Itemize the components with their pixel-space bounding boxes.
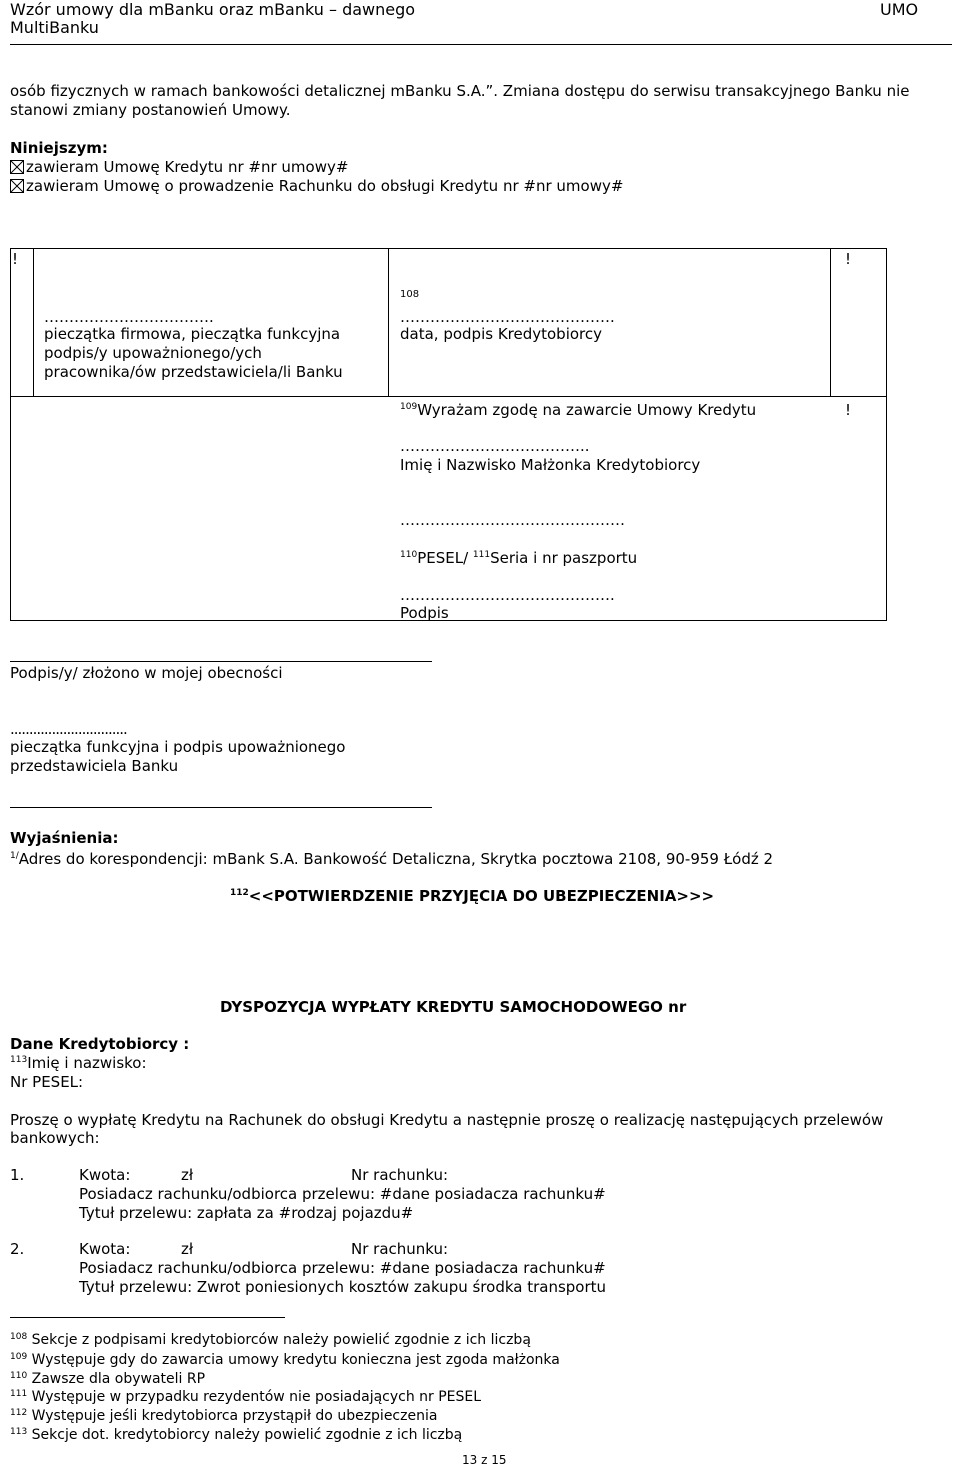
witness-signature-line: ............................... (10, 720, 127, 738)
transfer-account-label: Nr rachunku: (351, 1240, 449, 1258)
disposition-title: DYSPOZYCJA WYPŁATY KREDYTU SAMOCHODOWEGO nr (220, 998, 687, 1016)
bank-signature-caption-3: pracownika/ów przedstawiciela/li Banku (44, 363, 343, 381)
correspondence-address: $^{1/}$Adres do korespondencji: mBank S.A. Bankowość Detaliczna, Skrytka pocztowa 2108, 90-959 Łódź 2 (10, 850, 774, 868)
footnote-109: $^{109}$ Występuje gdy do zawarcia umowy kredytu konieczna jest zgoda małżonka (10, 1352, 560, 1368)
footnote-112: $^{112}$ Występuje jeśli kredytobiorca przystąpił do ubezpieczenia (10, 1408, 438, 1424)
niniejszym-label: Niniejszym: (10, 139, 108, 157)
transfer-account-label: Nr rachunku: (351, 1166, 449, 1184)
insurance-confirmation: $^{112}$<<POTWIERDZENIE PRZYJĘCIA DO UBEZPIECZENIA>>> (230, 887, 715, 905)
table-mark-right: ! (845, 250, 852, 268)
footnote-ref-108: 108 (400, 289, 420, 300)
witness-rule-bottom (10, 807, 432, 808)
bank-signature-caption-1: pieczątka firmowa, pieczątka funkcyjna (44, 325, 341, 343)
transfer-currency: zł (181, 1166, 194, 1184)
transfer-holder: Posiadacz rachunku/odbiorca przelewu: #dane posiadacza rachunku# (79, 1185, 606, 1203)
footnote-separator (10, 1317, 285, 1318)
payout-request-line2: bankowych: (10, 1129, 100, 1147)
transfer-amount-label: Kwota: (79, 1240, 131, 1258)
transfer-currency: zł (181, 1240, 194, 1258)
option-credit-agreement-label: zawieram Umowę Kredytu nr #nr umowy# (26, 158, 349, 176)
transfer-holder: Posiadacz rachunku/odbiorca przelewu: #dane posiadacza rachunku# (79, 1259, 606, 1277)
intro-line2: stanowi zmiany postanowień Umowy. (10, 101, 291, 119)
pesel-line: ……………………………………… (400, 511, 625, 529)
intro-line1: osób fizycznych w ramach bankowości detalicznej mBanku S.A.”. Zmiana dostępu do serwisu transakcyjnego Banku nie (10, 82, 910, 100)
spouse-signature-line: ……………………………………. (400, 586, 615, 604)
transfer-title: Tytuł przelewu: Zwrot poniesionych kosztów zakupu środka transportu (79, 1278, 607, 1296)
bank-signature-caption-2: podpis/y upoważnionego/ych (44, 344, 262, 362)
spouse-name-line: ……………………………….. (400, 437, 590, 455)
footnote-108: $^{108}$ Sekcje z podpisami kredytobiorców należy powielić zgodnie z ich liczbą (10, 1332, 531, 1348)
header-rule (10, 44, 952, 45)
consent-mark: ! (845, 401, 852, 419)
spouse-name-caption: Imię i Nazwisko Małżonka Kredytobiorcy (400, 456, 701, 474)
payout-request-line1: Proszę o wypłatę Kredytu na Rachunek do obsługi Kredytu a następnie proszę o realizację następujących przelewów (10, 1111, 884, 1129)
document-code: UMO (880, 0, 919, 19)
borrower-signature-caption: data, podpis Kredytobiorcy (400, 325, 603, 343)
spouse-signature-caption: Podpis (400, 604, 449, 622)
page-number: 13 z 15 (462, 1453, 507, 1467)
borrower-pesel-label: Nr PESEL: (10, 1073, 84, 1091)
pesel-caption: $^{110}$PESEL/ $^{111}$Seria i nr paszportu (400, 549, 638, 567)
document-title-line1: Wzór umowy dla mBanku oraz mBanku – dawnego (10, 0, 416, 19)
witness-rule-top (10, 661, 432, 662)
footnote-113: $^{113}$ Sekcje dot. kredytobiorcy należy powielić zgodnie z ich liczbą (10, 1427, 463, 1443)
borrower-data-label: Dane Kredytobiorcy : (10, 1035, 190, 1053)
option-account-agreement-label: zawieram Umowę o prowadzenie Rachunku do obsługi Kredytu nr #nr umowy# (26, 177, 624, 195)
checked-box-icon (10, 160, 24, 174)
borrower-signature-line: ……………………………………. (400, 308, 615, 326)
table-mark-left: ! (12, 250, 19, 268)
document-title-line2: MultiBanku (10, 18, 99, 37)
witness-label: Podpis/y/ złożono w mojej obecności (10, 664, 283, 682)
bank-signature-line: ……………………………. (44, 308, 214, 326)
transfer-title: Tytuł przelewu: zapłata za #rodzaj pojazdu# (79, 1204, 414, 1222)
borrower-name-label: $^{113}$Imię i nazwisko: (10, 1054, 147, 1072)
transfer-amount-label: Kwota: (79, 1166, 131, 1184)
option-account-agreement[interactable] (10, 177, 623, 195)
witness-caption-1: pieczątka funkcyjna i podpis upoważnionego (10, 738, 346, 756)
explanations-label: Wyjaśnienia: (10, 829, 119, 847)
footnote-110: $^{110}$ Zawsze dla obywateli RP (10, 1371, 206, 1387)
checked-box-icon (10, 179, 24, 193)
spouse-consent: $^{109}$Wyrażam zgodę na zawarcie Umowy Kredytu (400, 401, 757, 419)
witness-caption-2: przedstawiciela Banku (10, 757, 179, 775)
transfer-number: 2. (10, 1240, 25, 1258)
transfer-number: 1. (10, 1166, 25, 1184)
footnote-111: $^{111}$ Występuje w przypadku rezydentów nie posiadających nr PESEL (10, 1389, 482, 1405)
option-credit-agreement[interactable] (10, 158, 348, 176)
